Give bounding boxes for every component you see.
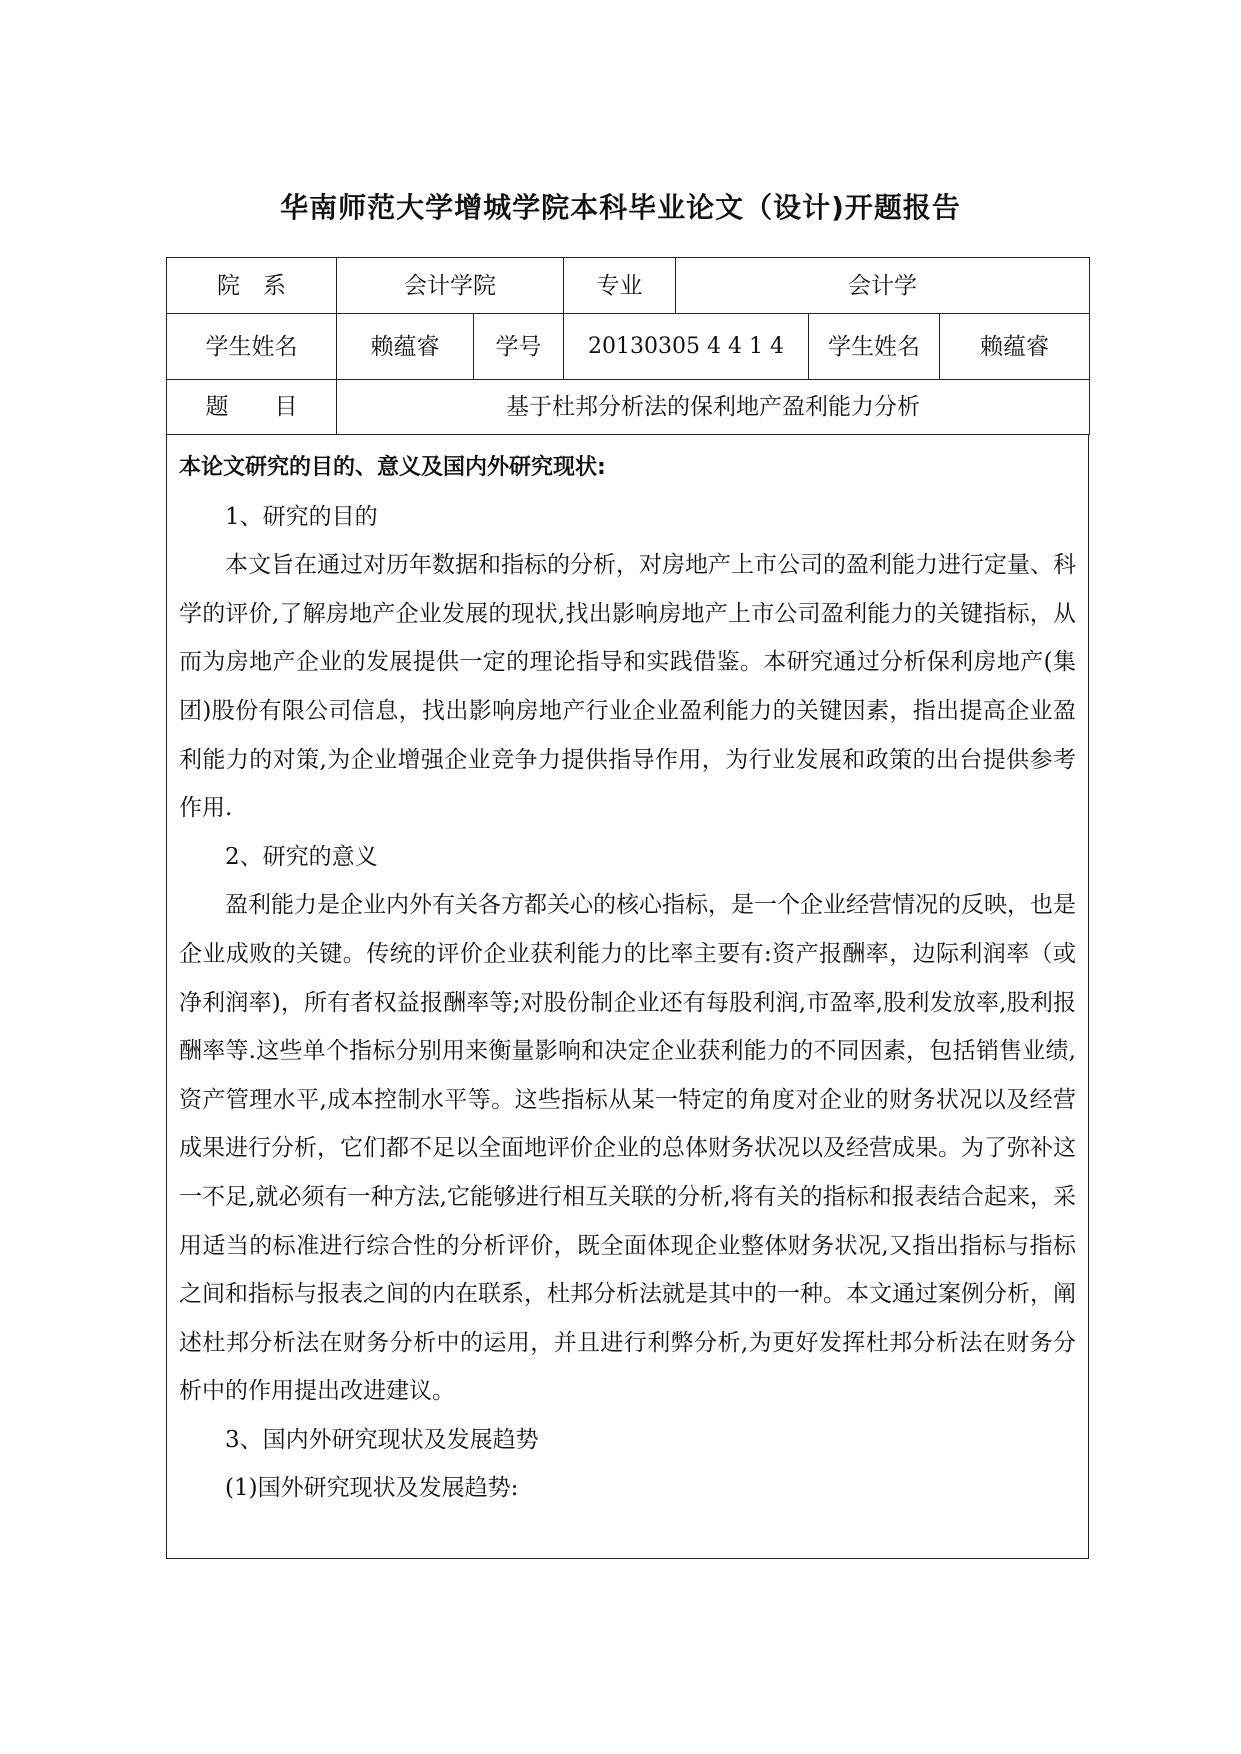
student-name-label-2: 学生姓名 [809,314,940,380]
significance-title: 2、研究的意义 [225,843,378,870]
research-section [166,434,1089,1559]
foreign-status-title: (1)国外研究现状及发展趋势: [225,1475,519,1502]
topic-label: 题 目 [167,380,337,435]
document-title: 华南师范大学增城学院本科毕业论文（设计)开题报告 [280,191,961,224]
student-no-label: 学号 [474,314,564,380]
info-table [166,257,1090,435]
purpose-paragraph: 本文旨在通过对历年数据和指标的分析，对房地产上市公司的盈利能力进行定量、科学的评价,了解房地产企业发展的现状,找出影响房地产上市公司盈利能力的关键指标，从而为房地产企业的发展提供一定的理论指导和实践借鉴。本研究通过分析保利房地产(集团)股份有限公司信息，找出影响房地产行业企业盈利能力的关键因素，指出提高企业盈利能力的对策,为企业增强企业竞争力提供指导作用，为行业发展和政策的出台提供参考作用. [179,552,1076,822]
student-no-value: 20130305 4 4 1 4 [564,314,809,380]
purpose-title: 1、研究的目的 [225,503,378,530]
significance-paragraph: 盈利能力是企业内外有关各方都关心的核心指标，是一个企业经营情况的反映，也是企业成败的关键。传统的评价企业获利能力的比率主要有:资产报酬率，边际利润率（或净利润率)，所有者权益报酬率等;对股份制企业还有每股利润,市盈率,股利发放率,股利报酬率等.这些单个指标分别用来衡量影响和决定企业获利能力的不同因素，包括销售业绩,资产管理水平,成本控制水平等。这些指标从某一特定的角度对企业的财务状况以及经营成果进行分析，它们都不足以全面地评价企业的总体财务状况以及经营成果。为了弥补这一不足,就必须有一种方法,它能够进行相互关联的分析,将有关的指标和报表结合起来，采用适当的标准进行综合性的分析评价，既全面体现企业整体财务状况,又指出指标与指标之间和指标与报表之间的内在联系，杜邦分析法就是其中的一种。本文通过案例分析，阐述杜邦分析法在财务分析中的运用，并且进行利弊分析,为更好发挥杜邦分析法在财务分析中的作用提出改进建议。 [179,892,1076,1405]
dept-label: 院 系 [167,258,337,314]
major-label: 专业 [564,258,676,314]
student-name-label: 学生姓名 [167,314,337,380]
info-row-topic [167,380,1090,435]
research-content [179,444,1076,1513]
status-title: 3、国内外研究现状及发展趋势 [225,1426,539,1453]
student-name-value-2: 赖蕴睿 [940,314,1090,380]
major-value: 会计学 [676,258,1090,314]
topic-value: 基于杜邦分析法的保利地产盈利能力分析 [337,380,1090,435]
dept-value: 会计学院 [337,258,564,314]
section-heading: 本论文研究的目的、意义及国内外研究现状: [179,455,606,480]
info-row-student [167,314,1090,380]
student-name-value: 赖蕴睿 [337,314,474,380]
info-row-dept [167,258,1090,314]
